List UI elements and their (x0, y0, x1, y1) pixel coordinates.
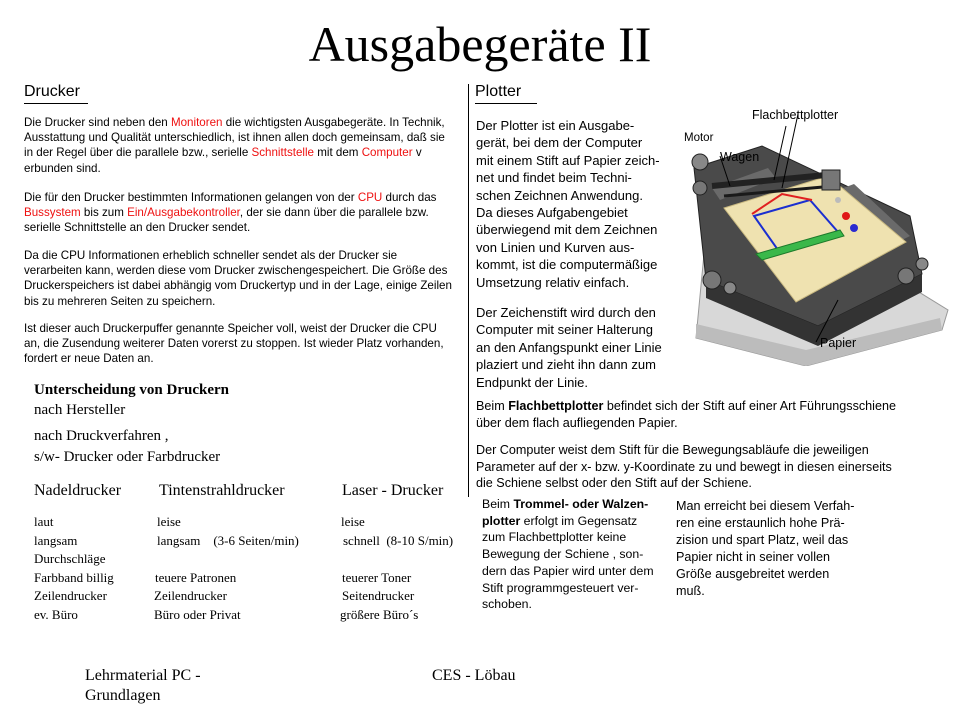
plotter-intro-line: Der Plotter ist ein Ausgabe- (476, 118, 635, 133)
text-segment: Die für den Drucker bestimmten Informationen gelangen von der (24, 191, 358, 204)
plotter-stift-line: Computer mit seiner Halterung (476, 322, 654, 338)
table-cell: größere Büro´s (340, 606, 419, 622)
plotter-intro-line: Da dieses Aufgabengebiet (476, 205, 628, 221)
col-header-tinte: Tintenstrahldrucker (159, 482, 285, 499)
roller (724, 282, 736, 294)
man-line: Papier nicht in seiner vollen (676, 549, 831, 564)
table-cell: teuerer Toner (342, 569, 412, 585)
plotter-stift (476, 304, 676, 391)
table-cell: Zeilendrucker (34, 588, 107, 603)
pen-gray (835, 197, 841, 203)
flatbed-plotter-illustration (678, 104, 960, 366)
text-segment: mit dem (314, 146, 362, 160)
unterscheidung-line-1: nach Hersteller (34, 402, 126, 418)
plotter-intro-line: kommt, ist die computermäßige (476, 257, 658, 273)
weist-text (476, 442, 960, 492)
unterscheidung-line-2: nach Druckverfahren , (34, 428, 169, 444)
roller (703, 271, 721, 289)
footer-center: CES - Löbau (432, 667, 516, 684)
table-cell: ev. Büro (34, 606, 78, 622)
plotter-underline (475, 103, 537, 104)
man-line: ren eine erstaunlich hohe Prä- (676, 515, 845, 530)
trommel-bold-2: plotter (482, 513, 521, 528)
plotter-intro-line: gerät, bei dem der Computer (476, 135, 643, 151)
table-cell: Durchschläge (34, 551, 106, 566)
man-text (676, 498, 876, 599)
man-line: Man erreicht bei diesem Verfah- (676, 499, 855, 513)
drucker-heading: Drucker (24, 83, 81, 100)
text-segment: Die Drucker sind neben den (24, 116, 171, 129)
plotter-intro-line: Umsetzung relativ einfach. (476, 274, 630, 290)
text-segment: Da die CPU Informationen erheblich schneller sendet als der Drucker sie verarbeiten kann, werden diese vom Drucker zwischengespeichert. Die Größe des Druckerspeichers ist dabei abhängig vom Druckertyp und in der Lage, einige Zeilen bis zu mehreren Seiten zu speichern. (24, 249, 452, 308)
man-line: zision und spart Platz, weil das (676, 532, 849, 547)
trommel-bold-1: Trommel- oder Walzen- (513, 497, 649, 511)
carriage (822, 170, 840, 190)
roller (693, 181, 707, 195)
pen-blue (850, 224, 858, 232)
text-segment: v erbunden sind. (24, 146, 422, 175)
trommel-line: Stift programmgesteuert ver- (482, 580, 639, 595)
table-cell: Seitendrucker (342, 588, 415, 603)
unterscheidung-line-3: s/w- Drucker oder Farbdrucker (34, 449, 221, 465)
plotter-stift-line: plaziert und zieht ihn dann zum (476, 357, 656, 373)
plotter-heading: Plotter (475, 83, 522, 100)
roller (916, 258, 928, 270)
table-cell: leise (157, 514, 181, 529)
unterscheidung-heading: Unterscheidung von Druckern (34, 382, 230, 398)
drucker-paragraph-2 (24, 190, 456, 236)
flachbett-line-2: über dem flach aufliegenden Papier. (476, 415, 678, 430)
flachbett-text (476, 398, 960, 431)
table-cell: laut (34, 514, 54, 529)
table-cell: Farbband billig (34, 569, 114, 585)
label-papier: Papier (820, 336, 857, 350)
trommel-line: dern das Papier wird unter dem (482, 563, 654, 578)
man-line: muß. (676, 583, 705, 598)
trommel-text (482, 496, 672, 613)
trommel-rest: erfolgt im Gegensatz (520, 513, 638, 528)
highlight-term: Schnittstelle (251, 146, 315, 160)
label-flachbettplotter: Flachbettplotter (752, 108, 839, 122)
plotter-stift-line: Endpunkt der Linie. (476, 374, 589, 390)
highlight-term: CPU (357, 191, 383, 204)
weist-line: Parameter auf der x- bzw. y-Koordinate zu und bewegt in diesen einerseits (476, 459, 892, 474)
text-segment: die wichtigsten Ausgabegeräte. In Technik, Ausstattung und Qualität unterschiedlich, ist ihnen allen doch gemeinsam, daß sie in der Regel über die parallele bzw., serielle (24, 116, 445, 160)
weist-line: Der Computer weist dem Stift für die Bewegungsabläufe die jeweiligen (476, 443, 869, 457)
plotter-intro-line: von Linien und Kurven aus- (476, 239, 635, 255)
plotter-intro-line: mit einem Stift auf Papier zeich- (476, 152, 660, 168)
column-divider (468, 84, 469, 497)
trommel-line: schoben. (482, 597, 532, 612)
motor-roller (692, 154, 708, 170)
plotter-intro-line: net und findet beim Techni- (476, 170, 632, 186)
col-header-laser: Laser - Drucker (342, 482, 444, 499)
comparison-table (0, 513, 470, 625)
drucker-paragraph-1 (24, 115, 456, 176)
text-segment: , der sie dann über die parallele bzw. serielle Schnittstelle an den Drucker sendet. (24, 206, 429, 235)
plotter-intro-line: überwiegend mit dem Zeichnen (476, 222, 658, 238)
label-wagen: Wagen (720, 150, 760, 164)
table-cell: schnell (8-10 S/min) (343, 532, 454, 548)
flachbett-bold: Flachbettplotter (508, 399, 604, 413)
table-cell: langsam (3-6 Seiten/min) (157, 532, 299, 548)
table-cell: teuere Patronen (155, 569, 237, 585)
pen-red (842, 212, 850, 220)
flachbett-post: befindet sich der Stift auf einer Art Führungsschiene (603, 399, 896, 413)
plotter-stift-line: an den Anfangspunkt einer Linie (476, 339, 662, 355)
highlight-term: Ein/Ausgabekontroller (127, 206, 240, 220)
text-segment: Ist dieser auch Druckerpuffer genannte Speicher voll, weist der Drucker die CPU an, die Zusendung weiterer Daten vorerst zu stoppen. Ist wieder Platz vorhanden, fordert er neue Daten an. (24, 322, 444, 366)
plotter-stift-line: Der Zeichenstift wird durch den (476, 305, 656, 320)
table-cell: langsam (34, 532, 78, 548)
label-motor: Motor (684, 132, 714, 144)
trommel-line: Bewegung der Schiene , son- (482, 547, 644, 562)
table-cell: Büro oder Privat (154, 606, 241, 622)
table-cell: leise (341, 514, 365, 529)
table-cell: Zeilendrucker (154, 588, 227, 603)
trommel-line: zum Flachbettplotter keine (482, 530, 627, 545)
footer-left: Lehrmaterial PC - Grundlagen (85, 667, 201, 704)
highlight-term: Computer (361, 146, 413, 160)
page-title: Ausgabegeräte II (308, 16, 652, 72)
plotter-intro (476, 117, 676, 291)
weist-line: die Schiene selbst oder den Stift auf der Schiene. (476, 476, 752, 491)
col-header-nadel: Nadeldrucker (34, 482, 122, 499)
roller (898, 268, 914, 284)
highlight-term: Monitoren (170, 116, 223, 129)
text-segment: durch das (382, 191, 437, 204)
flachbett-pre: Beim (476, 399, 509, 413)
drucker-underline (24, 103, 88, 104)
highlight-term: Bussystem (24, 206, 81, 220)
trommel-pre: Beim (482, 497, 514, 511)
plotter-intro-line: schen Zeichnen Anwendung. (476, 187, 643, 203)
drucker-paragraph-3 (24, 248, 456, 309)
man-line: Größe ausgebreitet werden (676, 566, 830, 581)
text-segment: bis zum (80, 206, 128, 220)
drucker-paragraph-4 (24, 321, 456, 367)
